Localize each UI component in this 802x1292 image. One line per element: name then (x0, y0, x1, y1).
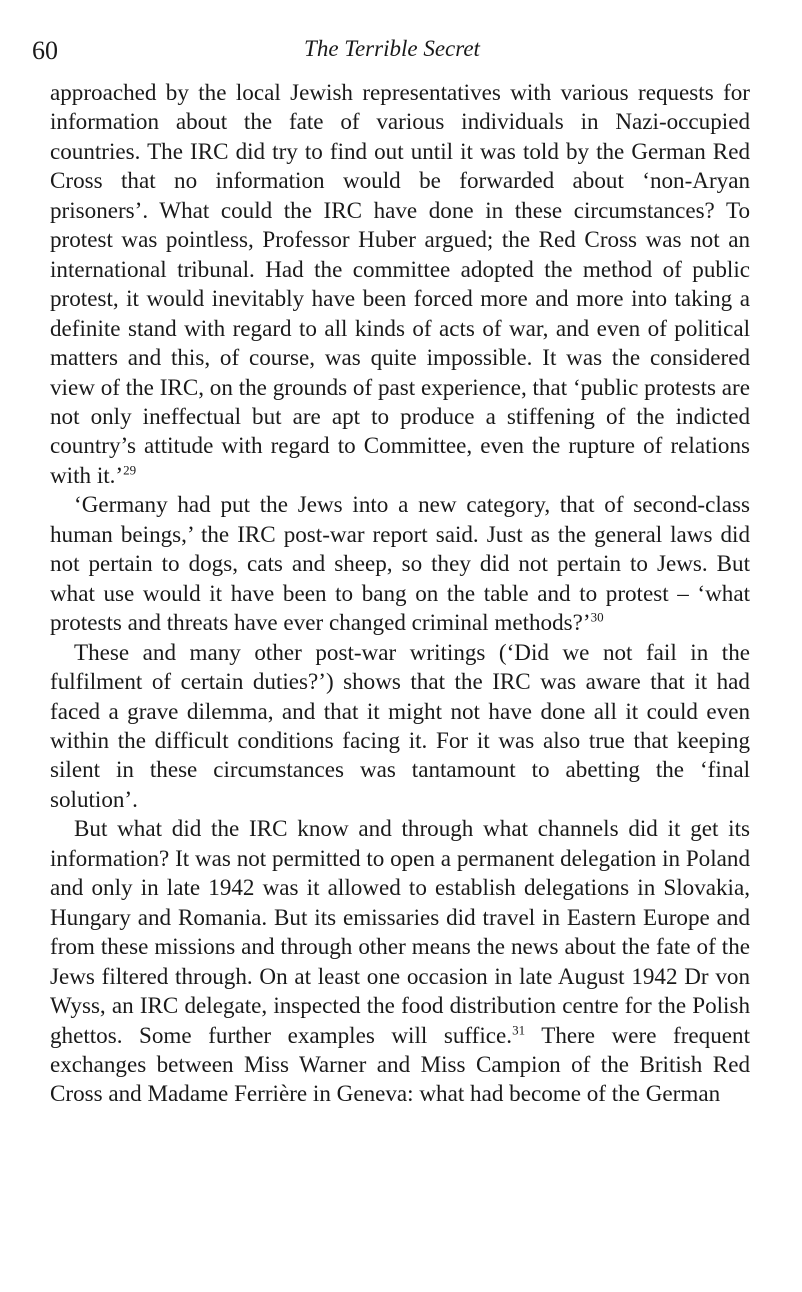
text-run: These and many other post-war writings (‘Did we not fail in the fulfilment of certain duties?’) shows that the (50, 638, 750, 695)
paragraph (50, 638, 750, 815)
text-run: know and through what channels did it get its information? It was not permitted to open a permanent delegation in Poland and only in late 1942 was it allowed to establish delegations in Slovakia, Hungary and Romania. But its emissaries did travel in Eastern Europe and from these missions and through other means the news about the fate of the Jews filtered through. On at least one occasion in late August 1942 Dr von Wyss, an (50, 815, 750, 1019)
text-run: post-war report said. Just as the general laws did not pertain to dogs, cats and sheep, so they did not pertain to Jews. But what use would it have been to bang on the table and to protest – ‘what protests and threats have ever changed criminal methods?’ (50, 520, 750, 636)
body-text (50, 78, 750, 1109)
paragraph (50, 490, 750, 637)
paragraph (50, 814, 750, 1109)
abbreviation: IRC (492, 668, 531, 695)
text-run: did try to find out until it was told by the German Red Cross that no information would be forwarded about ‘non-Aryan prisoners’. What could the (50, 137, 750, 223)
abbreviation: IRC (323, 196, 363, 223)
text-run: , on the grounds of past experience, that ‘public protests are not only ineffectual but are apt to produce a stiffening of the indicted country’s attitude with regard to Committee, even the rupture of relations with it.’ (50, 373, 750, 488)
text-run: have done in these circumstances? To protest was pointless, Professor Huber argued; the Red Cross was not an international tribunal. Had the committee adopted the method of public protest, it would inevitably have been forced more and more into taking a definite stand with regard to all kinds of acts of war, and even of political matters and this, of course, was quite impossible. It was the considered view of the (50, 196, 750, 400)
footnote-marker: 29 (123, 462, 137, 478)
text-run: was aware that it had faced a grave dilemma, and that it might not have done all it could even within the difficult conditions facing it. For it was also true that keeping silent in these circumstances was tantamount to abetting the ‘final solution’. (50, 668, 750, 812)
text-run: There were frequent exchanges between Miss Warner and Miss Campion of the British Red Cross and Madame Ferrière in Geneva: what had become of the German (50, 1021, 750, 1107)
running-title: The Terrible Secret (304, 36, 480, 61)
abbreviation: IRC (159, 373, 199, 400)
abbreviation: IRC (139, 992, 179, 1019)
text-run: ‘Germany had put the Jews into a new category, that of second-class human beings,’ the (50, 491, 750, 547)
paragraph (50, 78, 750, 490)
abbreviation: IRC (190, 137, 229, 164)
text-run: approached by the local Jewish representatives with various requests for information about the fate of various individuals in Nazi-occupied countries. The (50, 79, 750, 164)
text-run: delegate, inspected the food distribution centre for the Polish ghettos. Some further examples will suffice. (50, 992, 750, 1048)
abbreviation: IRC (249, 815, 288, 842)
footnote-marker: 31 (512, 1021, 526, 1037)
footnote-marker: 30 (590, 609, 604, 625)
abbreviation: IRC (237, 520, 276, 547)
page-header (32, 32, 752, 72)
page-number: 60 (32, 36, 58, 65)
text-run: But what did the (74, 815, 250, 842)
